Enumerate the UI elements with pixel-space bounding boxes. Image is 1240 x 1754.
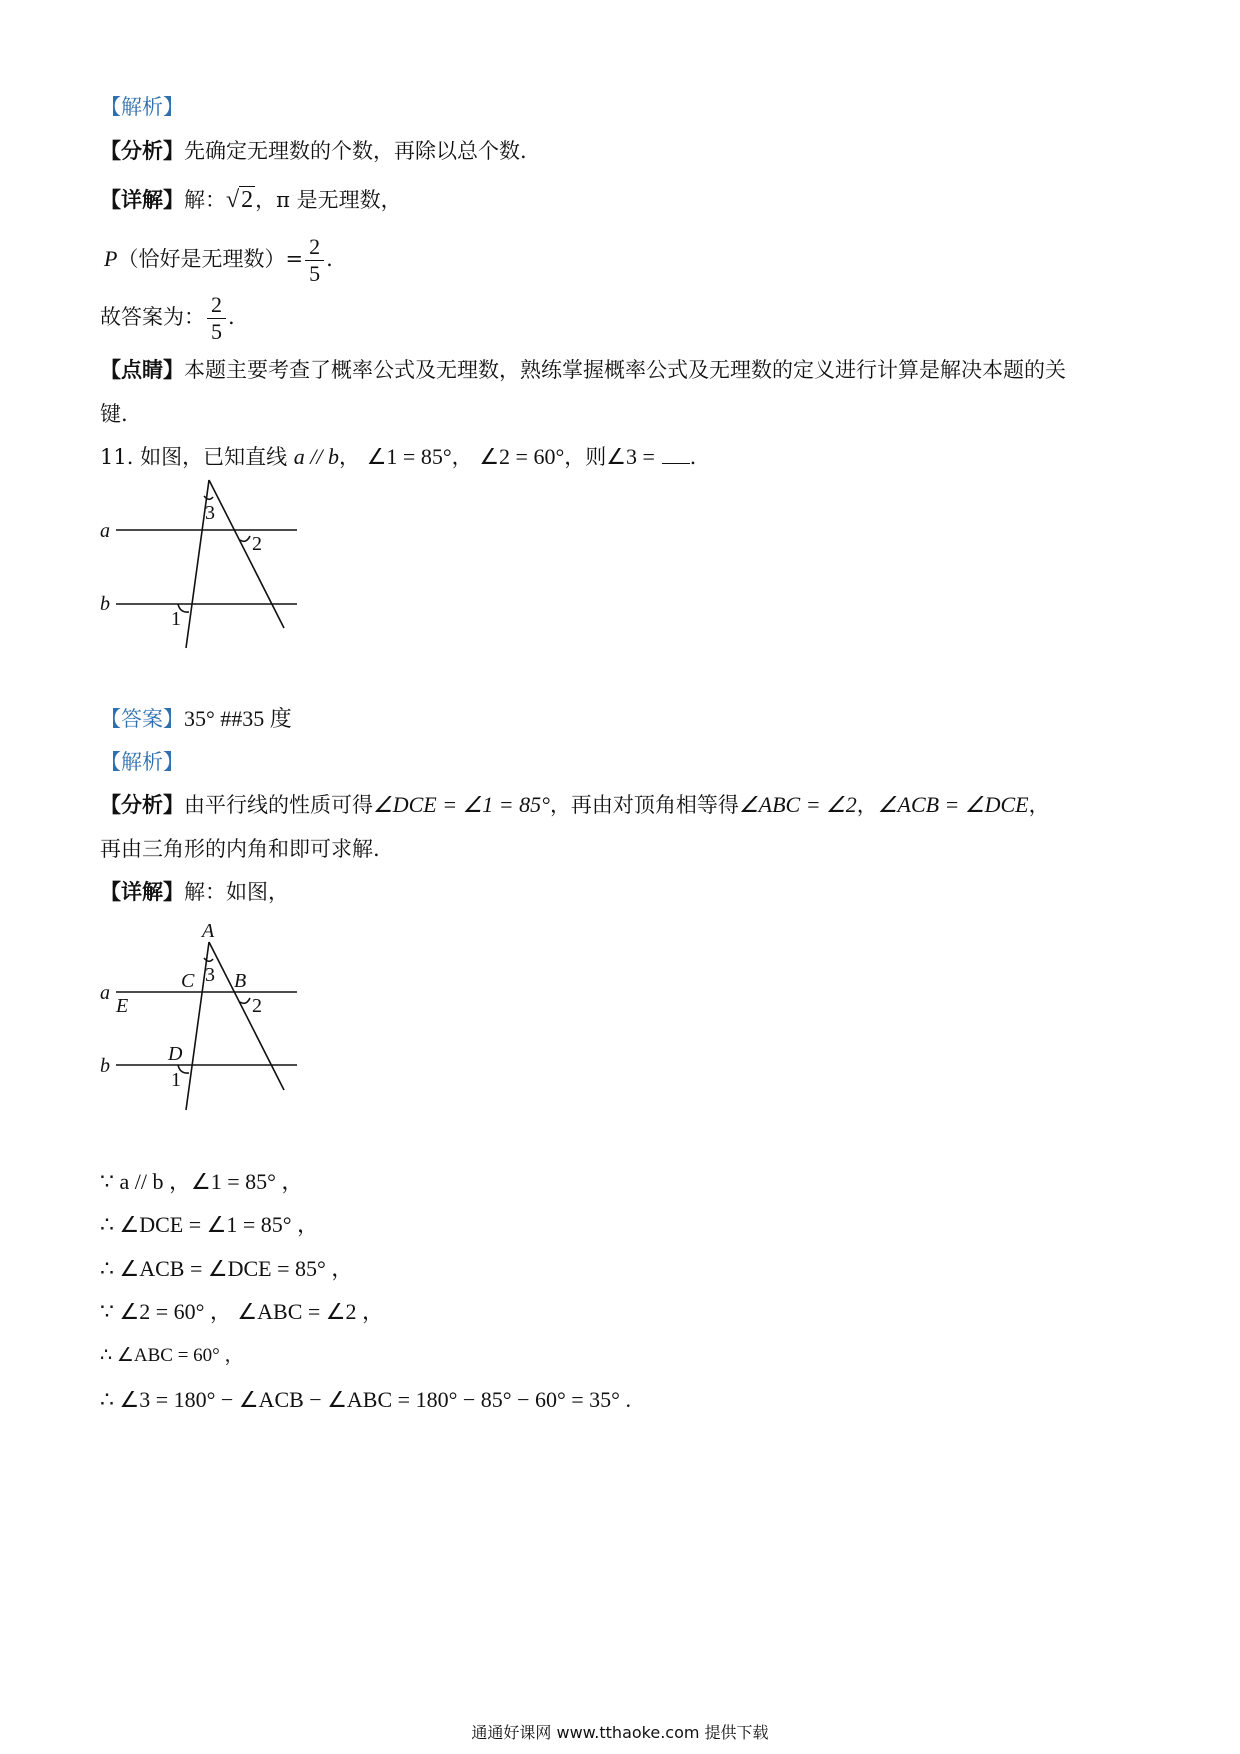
label-angle2: 2 bbox=[252, 995, 262, 1017]
sqrt-expression: √2 bbox=[226, 187, 254, 213]
label-angle3: 3 bbox=[205, 964, 215, 986]
step-4: ∵ ∠2 = 60° ， ∠ABC = ∠2 ， bbox=[100, 1299, 385, 1324]
comment-text: 本题主要考查了概率公式及无理数，熟练掌握概率公式及无理数的定义进行计算是解决本题的关 bbox=[184, 358, 1066, 382]
question-text-2: ，则 bbox=[564, 445, 607, 469]
fraction-numerator: 2 bbox=[305, 236, 324, 261]
angle2-condition: ∠2 = 60° bbox=[479, 444, 565, 469]
angle1-condition: ∠1 = 85° bbox=[366, 444, 452, 469]
analysis-header-2: 【解析】 bbox=[100, 750, 184, 774]
label-a: a bbox=[100, 982, 110, 1004]
step-1: ∵ a // b ，∠1 = 85° ， bbox=[100, 1169, 304, 1194]
math-abc: ∠ABC = ∠2 bbox=[738, 792, 857, 817]
detail-tag: 【详解】 bbox=[100, 187, 184, 212]
period: . bbox=[228, 305, 235, 329]
answer-prefix: 故答案为： bbox=[100, 305, 205, 329]
analysis-header: 【解析】 bbox=[100, 95, 184, 119]
sqrt-radicand: 2 bbox=[241, 187, 254, 213]
analysis-text-a: 由平行线的性质可得 bbox=[184, 793, 373, 817]
math-acb: ∠ACB = ∠DCE bbox=[877, 792, 1029, 817]
analysis-tag-2: 【分析】 bbox=[100, 792, 184, 817]
label-b: b bbox=[100, 1055, 110, 1077]
page-footer: 通通好课网 www.tthaoke.com 提供下载 bbox=[471, 1723, 769, 1742]
question-number: 11. bbox=[100, 445, 134, 469]
label-A: A bbox=[202, 920, 215, 942]
analysis-tag: 【分析】 bbox=[100, 138, 184, 163]
label-B: B bbox=[234, 970, 247, 992]
label-D: D bbox=[168, 1043, 183, 1065]
comment-text-continued: 键. bbox=[100, 402, 128, 426]
angle2-arc bbox=[240, 998, 250, 1003]
math-dce: ∠DCE = ∠1 = 85° bbox=[373, 792, 550, 817]
label-b: b bbox=[100, 593, 110, 615]
label-C: C bbox=[181, 970, 195, 992]
comment-tag: 【点睛】 bbox=[100, 357, 184, 382]
answer-tag: 【答案】 bbox=[100, 707, 184, 731]
step-5: ∴ ∠ABC = 60° ， bbox=[100, 1345, 244, 1366]
step-3: ∴ ∠ACB = ∠DCE = 85° ， bbox=[100, 1256, 354, 1281]
answer-value: 35° ##35 度 bbox=[184, 706, 292, 731]
period: . bbox=[689, 445, 697, 469]
detail-suffix: ，π 是无理数， bbox=[255, 188, 402, 212]
analysis-text-continued: 再由三角形的内角和即可求解. bbox=[100, 837, 380, 861]
comma: ， bbox=[451, 445, 473, 469]
period: . bbox=[326, 247, 333, 271]
angle3-ask: ∠3 = bbox=[606, 444, 655, 469]
angle3-arc bbox=[204, 958, 213, 961]
fraction-numerator: 2 bbox=[207, 294, 226, 319]
label-angle1: 1 bbox=[171, 608, 181, 630]
analysis-text: 先确定无理数的个数，再除以总个数. bbox=[184, 139, 527, 163]
label-E: E bbox=[116, 995, 129, 1017]
step-2: ∴ ∠DCE = ∠1 = 85° ， bbox=[100, 1212, 320, 1237]
label-angle1: 1 bbox=[171, 1069, 181, 1091]
comma: ， bbox=[1028, 793, 1050, 817]
fraction-denominator: 5 bbox=[309, 261, 321, 286]
label-a: a bbox=[100, 520, 110, 542]
detail-prefix: 解： bbox=[184, 188, 226, 212]
parallel-condition: a // b bbox=[293, 444, 340, 469]
detail-text-2: 解：如图， bbox=[184, 880, 289, 904]
label-angle3: 3 bbox=[205, 502, 215, 524]
comma: ， bbox=[339, 445, 361, 469]
detail-tag-2: 【详解】 bbox=[100, 879, 184, 904]
fraction-denominator: 5 bbox=[211, 319, 222, 344]
question-text: 如图，已知直线 bbox=[140, 445, 288, 469]
probability-symbol: P bbox=[104, 246, 118, 271]
analysis-text-b: ，再由对顶角相等得 bbox=[549, 793, 739, 817]
transversal-right bbox=[209, 942, 284, 1090]
probability-text: （恰好是无理数）= bbox=[117, 247, 304, 271]
comma: ， bbox=[856, 793, 878, 817]
label-angle2: 2 bbox=[252, 533, 262, 555]
step-6: ∴ ∠3 = 180° − ∠ACB − ∠ABC = 180° − 85° − 60° = 35° . bbox=[100, 1387, 631, 1412]
